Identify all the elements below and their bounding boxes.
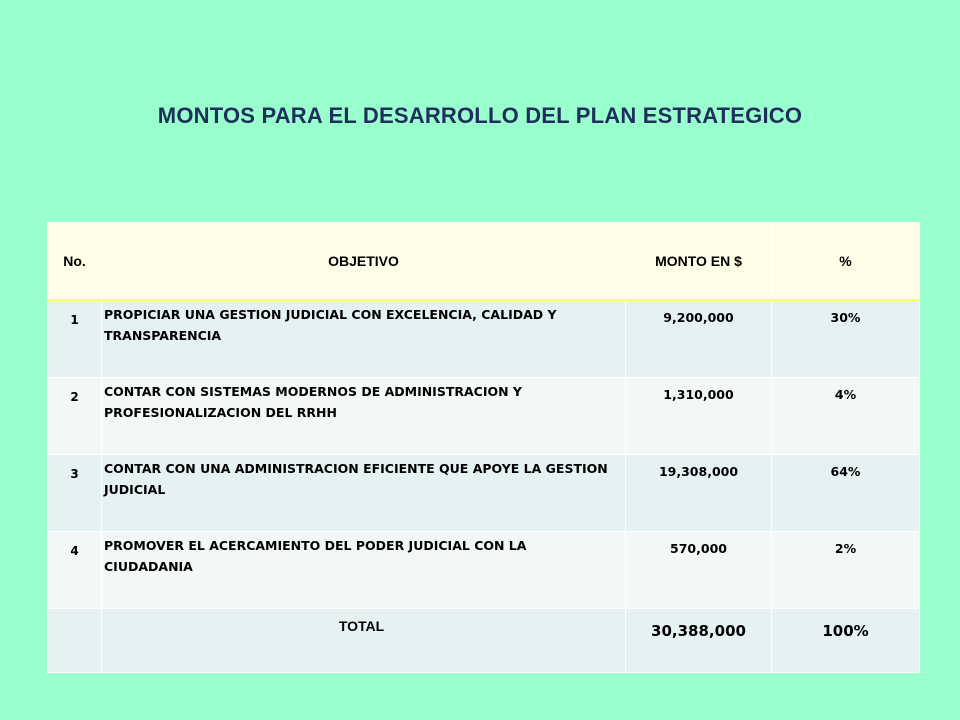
row-no: 2 (48, 378, 102, 455)
row-monto: 9,200,000 (626, 300, 772, 378)
total-no (48, 609, 102, 673)
row-pct-value: 64% (830, 464, 861, 479)
row-pct-value: 30% (830, 310, 861, 325)
table-row (48, 455, 920, 532)
total-label: TOTAL (102, 609, 626, 673)
row-pct (772, 532, 920, 609)
row-monto: 570,000 (626, 532, 772, 609)
table-row (48, 532, 920, 609)
table-row (48, 300, 920, 378)
row-objetivo: PROMOVER EL ACERCAMIENTO DEL PODER JUDICIAL CON LA CIUDADANIA (102, 532, 626, 609)
table-row (48, 378, 920, 455)
header-pct: % (772, 223, 920, 301)
row-pct (772, 300, 920, 378)
row-pct-value: 4% (834, 387, 857, 402)
table-header (48, 223, 920, 301)
budget-table (47, 222, 920, 673)
row-no: 3 (48, 455, 102, 532)
budget-table-container (47, 222, 919, 673)
row-monto: 1,310,000 (626, 378, 772, 455)
total-pct: 100% (772, 609, 920, 673)
header-objetivo: OBJETIVO (102, 223, 626, 301)
row-pct (772, 455, 920, 532)
row-pct-value: 2% (834, 541, 857, 556)
total-row (48, 609, 920, 673)
row-objetivo: PROPICIAR UNA GESTION JUDICIAL CON EXCELENCIA, CALIDAD Y TRANSPARENCIA (102, 300, 626, 378)
row-no: 1 (48, 300, 102, 378)
row-objetivo: CONTAR CON UNA ADMINISTRACION EFICIENTE QUE APOYE LA GESTION JUDICIAL (102, 455, 626, 532)
header-monto: MONTO EN $ (626, 223, 772, 301)
header-row (48, 223, 920, 301)
page-title: MONTOS PARA EL DESARROLLO DEL PLAN ESTRATEGICO (157, 103, 803, 128)
total-monto: 30,388,000 (626, 609, 772, 673)
table-body (48, 300, 920, 673)
row-objetivo: CONTAR CON SISTEMAS MODERNOS DE ADMINISTRACION Y PROFESIONALIZACION DEL RRHH (102, 378, 626, 455)
row-pct (772, 378, 920, 455)
header-no: No. (48, 223, 102, 301)
row-monto: 19,308,000 (626, 455, 772, 532)
row-no: 4 (48, 532, 102, 609)
